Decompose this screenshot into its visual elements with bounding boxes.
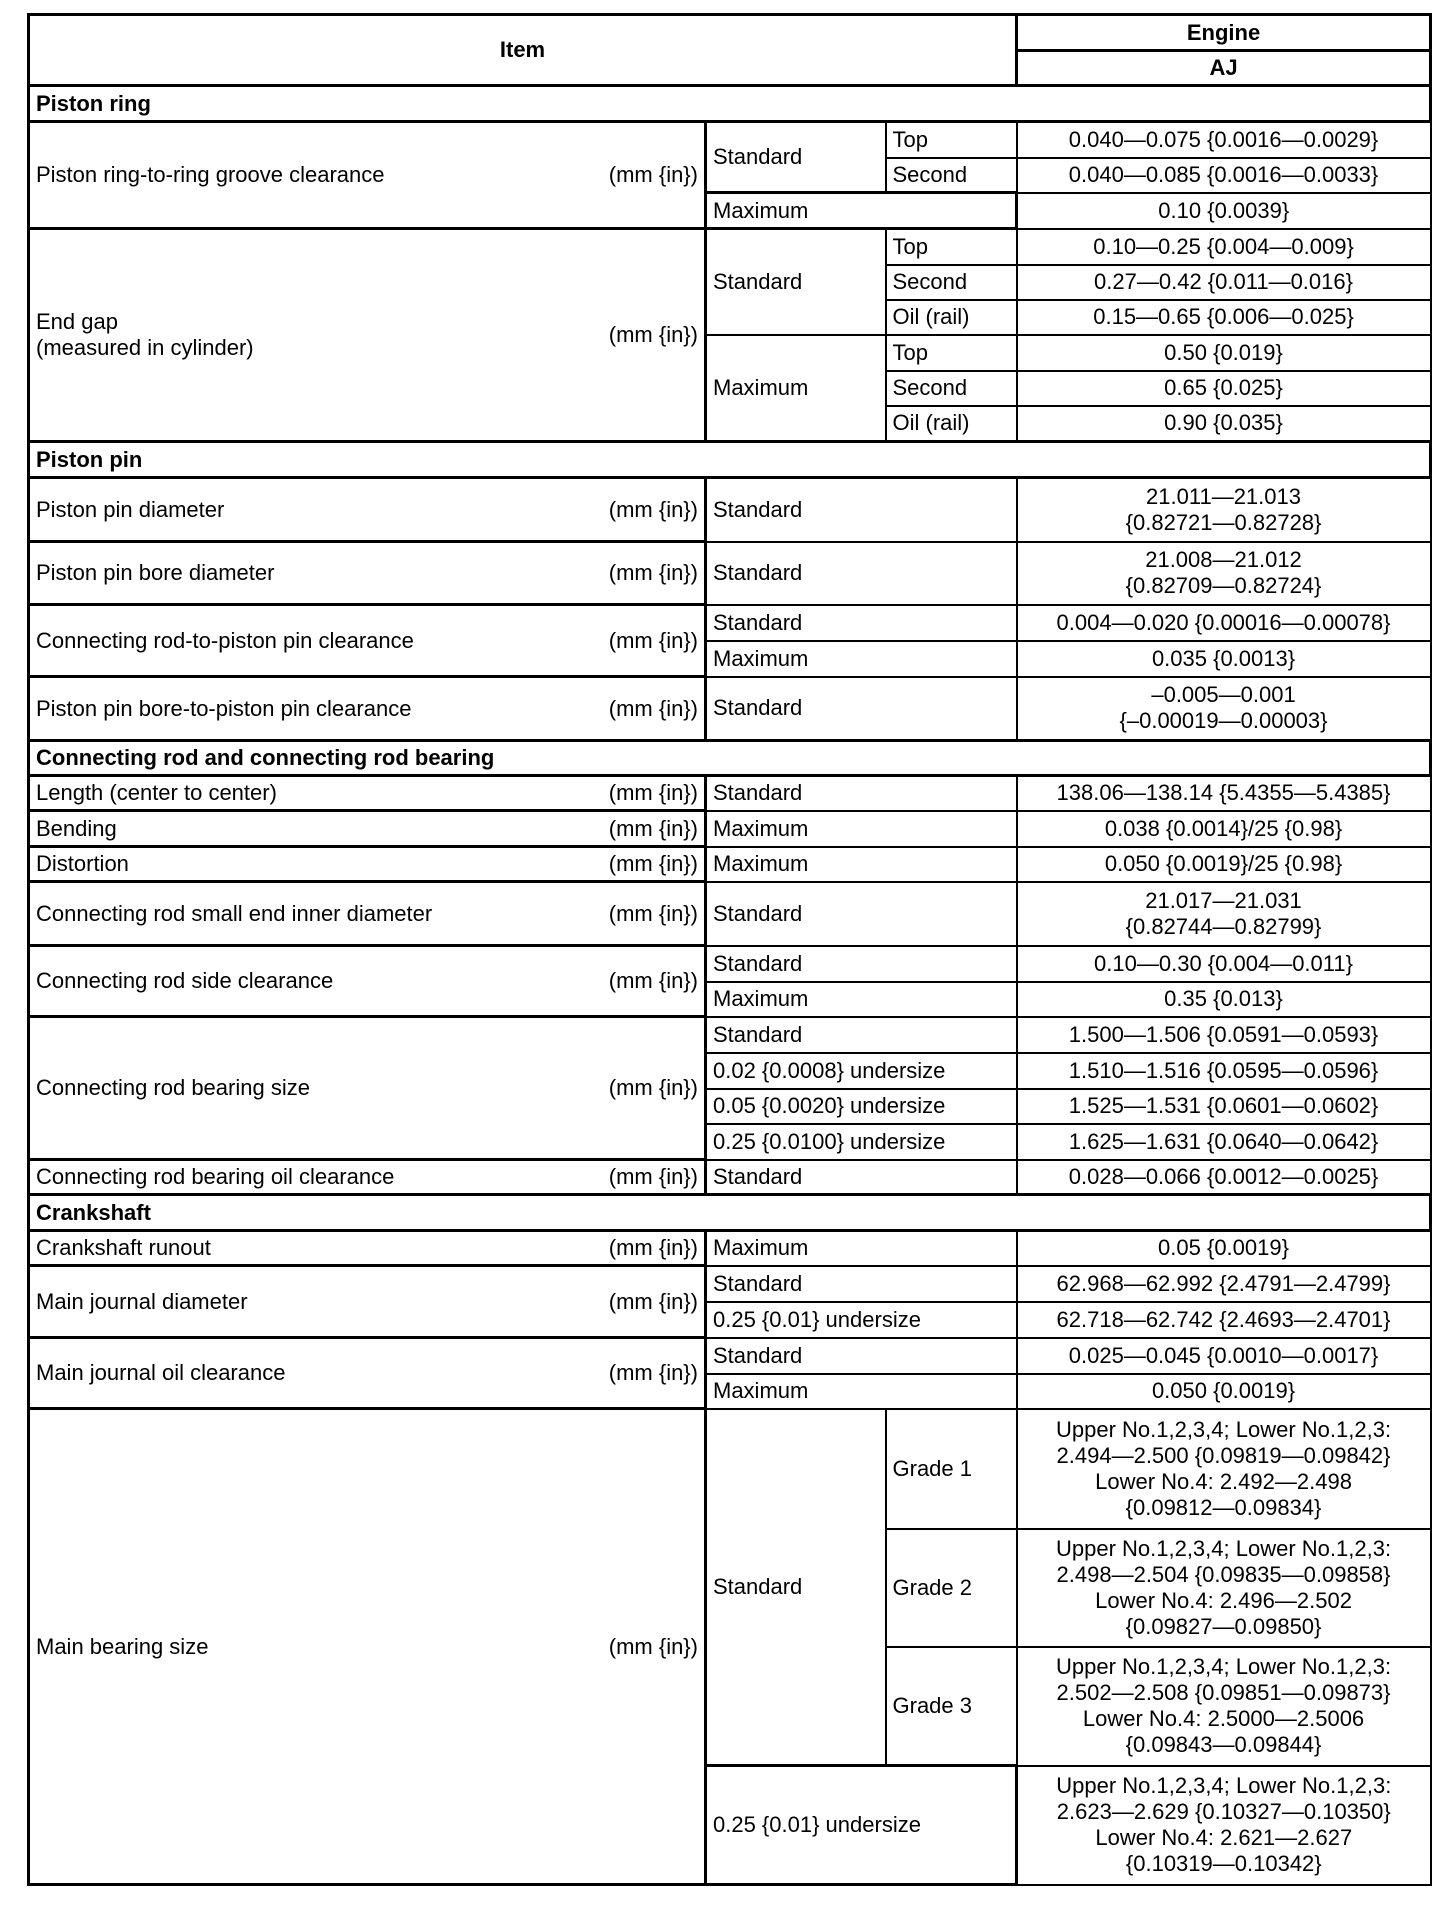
value-cell: 0.040—0.075 {0.0016—0.0029} [1017, 122, 1431, 158]
value-cell: 0.038 {0.0014}/25 {0.98} [1017, 811, 1431, 847]
grade-label: Grade 2 [886, 1529, 1017, 1647]
item-name: Connecting rod-to-piston pin clearance [36, 627, 414, 653]
value-cell: 0.035 {0.0013} [1017, 641, 1431, 677]
item-pin-diameter [29, 478, 706, 542]
spec-label: Standard [706, 122, 886, 193]
spec-label: Maximum [706, 641, 1017, 677]
value-line: Lower No.4: 2.496—2.502 [1095, 1587, 1352, 1613]
spec-label: Standard [706, 1017, 1017, 1053]
spec-label: 0.25 {0.0100} undersize [706, 1124, 1017, 1160]
spec-label: 0.02 {0.0008} undersize [706, 1053, 1017, 1089]
value-line: {0.09843—0.09844} [1125, 1732, 1322, 1757]
item-name: Connecting rod bearing oil clearance [36, 1164, 395, 1189]
value-line: {0.82744—0.82799} [1125, 913, 1322, 939]
value-cell [1017, 677, 1431, 741]
spec-label: Standard [706, 882, 1017, 946]
value-cell [1017, 1766, 1431, 1885]
value-line: {0.09827—0.09850} [1125, 1613, 1322, 1639]
item-column-header: Item [29, 15, 1017, 86]
value-cell: 0.65 {0.025} [1017, 371, 1431, 406]
engine-column-header: Engine [1017, 15, 1431, 51]
item-name: Bending [36, 815, 117, 841]
value-line: –0.005—0.001 [1151, 682, 1296, 708]
value-cell [1017, 1409, 1431, 1529]
unit-label: (mm {in}) [608, 162, 698, 187]
unit-label: (mm {in}) [608, 1288, 698, 1314]
value-line: Upper No.1,2,3,4; Lower No.1,2,3: [1055, 1535, 1392, 1561]
value-cell: 0.90 {0.035} [1017, 406, 1431, 442]
item-name: Connecting rod small end inner diameter [36, 900, 433, 926]
spec-label: Standard [706, 1338, 1017, 1374]
value-cell [1017, 542, 1431, 605]
item-name: Piston pin diameter [36, 496, 225, 522]
table-row [29, 122, 1431, 158]
spec-label: Standard [706, 229, 886, 335]
item-main-bearing-size [29, 1409, 706, 1885]
value-cell: 1.625—1.631 {0.0640—0.0642} [1017, 1124, 1431, 1160]
spec-label: Maximum [706, 1374, 1017, 1409]
spec-label: Standard [706, 478, 1017, 542]
value-cell: 0.35 {0.013} [1017, 982, 1431, 1017]
item-main-journal-oil-clearance [29, 1338, 706, 1409]
spec-label: Standard [706, 542, 1017, 605]
value-line: 2.494—2.500 {0.09819—0.09842} [1056, 1442, 1391, 1468]
spec-label: 0.25 {0.01} undersize [706, 1302, 1017, 1338]
value-line: Upper No.1,2,3,4; Lower No.1,2,3: [1056, 1773, 1392, 1798]
value-cell: 0.15—0.65 {0.006—0.025} [1017, 300, 1431, 335]
item-small-end-diameter [29, 882, 706, 946]
section-piston-pin: Piston pin [29, 442, 1431, 478]
value-line: {0.82721—0.82728} [1125, 509, 1322, 535]
sub-label: Top [886, 229, 1017, 265]
spec-label: Maximum [706, 1231, 1017, 1266]
item-rod-distortion [29, 847, 706, 882]
unit-label: (mm {in}) [608, 1075, 698, 1100]
item-name: Connecting rod bearing size [36, 1075, 310, 1100]
item-name: Main journal diameter [36, 1288, 248, 1314]
unit-label: (mm {in}) [608, 851, 698, 876]
value-cell [1017, 882, 1431, 946]
unit-label: (mm {in}) [608, 322, 698, 347]
value-cell: 1.500—1.506 {0.0591—0.0593} [1017, 1017, 1431, 1053]
spec-label: Standard [706, 1409, 886, 1766]
value-line: {0.82709—0.82724} [1125, 573, 1322, 598]
unit-label: (mm {in}) [608, 560, 698, 585]
item-rod-bending [29, 811, 706, 847]
value-cell: 0.10 {0.0039} [1017, 193, 1431, 229]
value-line: 2.623—2.629 {0.10327—0.10350} [1056, 1799, 1391, 1824]
item-name: Main journal oil clearance [36, 1360, 286, 1385]
spec-label: 0.25 {0.01} undersize [706, 1766, 1017, 1885]
spec-label: Maximum [706, 811, 1017, 847]
item-name: Piston pin bore diameter [36, 560, 275, 585]
item-rod-bearing-oil-clearance [29, 1160, 706, 1195]
unit-label: (mm {in}) [608, 627, 698, 653]
value-line: {0.09812—0.09834} [1125, 1494, 1322, 1520]
value-cell: 0.028—0.066 {0.0012—0.0025} [1017, 1160, 1431, 1195]
sub-label: Second [886, 158, 1017, 193]
item-name-note: (measured in cylinder) [36, 335, 254, 360]
unit-label: (mm {in}) [608, 1235, 698, 1260]
grade-label: Grade 1 [886, 1409, 1017, 1529]
value-cell: 62.718—62.742 {2.4693—2.4701} [1017, 1302, 1431, 1338]
value-cell: 1.525—1.531 {0.0601—0.0602} [1017, 1089, 1431, 1124]
section-connecting-rod: Connecting rod and connecting rod bearing [29, 741, 1431, 776]
unit-label: (mm {in}) [608, 496, 698, 522]
item-ring-groove-clearance [29, 122, 706, 229]
grade-label: Grade 3 [886, 1647, 1017, 1766]
sub-label: Top [886, 122, 1017, 158]
spec-label: Maximum [706, 335, 886, 442]
value-cell: 1.510—1.516 {0.0595—0.0596} [1017, 1053, 1431, 1089]
value-line: 21.017—21.031 [1145, 887, 1302, 913]
unit-label: (mm {in}) [608, 695, 698, 721]
unit-label: (mm {in}) [608, 815, 698, 841]
spec-label: Maximum [706, 847, 1017, 882]
service-data-table [27, 13, 1432, 1886]
spec-label: Standard [706, 1160, 1017, 1195]
item-name: Piston pin bore-to-piston pin clearance [36, 695, 412, 721]
item-bore-to-pin-clearance [29, 677, 706, 741]
value-line: Lower No.4: 2.492—2.498 [1095, 1468, 1352, 1494]
value-cell: 0.10—0.30 {0.004—0.011} [1017, 946, 1431, 982]
value-line: Lower No.4: 2.621—2.627 [1095, 1825, 1353, 1850]
value-cell [1017, 1647, 1431, 1766]
spec-label: Standard [706, 677, 1017, 741]
unit-label: (mm {in}) [608, 780, 698, 805]
section-crankshaft: Crankshaft [29, 1195, 1431, 1231]
item-side-clearance [29, 946, 706, 1017]
value-line: 21.008—21.012 [1145, 547, 1302, 572]
spec-label: Maximum [706, 193, 1017, 229]
sub-label: Second [886, 265, 1017, 300]
unit-label: (mm {in}) [608, 1633, 698, 1659]
item-main-journal-diameter [29, 1266, 706, 1338]
unit-label: (mm {in}) [608, 900, 698, 926]
item-name: End gap [36, 309, 118, 334]
value-line: {0.10319—0.10342} [1125, 1851, 1322, 1876]
item-name: Main bearing size [36, 1633, 209, 1659]
item-rod-length [29, 776, 706, 811]
value-cell: 0.050 {0.0019} [1017, 1374, 1431, 1409]
value-line: Upper No.1,2,3,4; Lower No.1,2,3: [1055, 1654, 1392, 1679]
value-cell: 0.050 {0.0019}/25 {0.98} [1017, 847, 1431, 882]
item-crankshaft-runout [29, 1231, 706, 1266]
item-name: Distortion [36, 851, 129, 876]
section-piston-ring: Piston ring [29, 86, 1431, 122]
value-line: {–0.00019—0.00003} [1119, 708, 1328, 734]
value-line: Lower No.4: 2.5000—2.5006 [1082, 1706, 1365, 1731]
sub-label: Second [886, 371, 1017, 406]
value-cell: 0.50 {0.019} [1017, 335, 1431, 371]
sub-label: Oil (rail) [886, 300, 1017, 335]
value-line: 2.502—2.508 {0.09851—0.09873} [1056, 1680, 1391, 1705]
spec-label: Standard [706, 946, 1017, 982]
spec-label: Standard [706, 776, 1017, 811]
item-rod-to-pin-clearance [29, 605, 706, 677]
value-line: Upper No.1,2,3,4; Lower No.1,2,3: [1055, 1416, 1392, 1442]
item-name: Connecting rod side clearance [36, 968, 334, 993]
item-rod-bearing-size [29, 1017, 706, 1160]
value-cell: 0.05 {0.0019} [1017, 1231, 1431, 1266]
unit-label: (mm {in}) [608, 1164, 698, 1189]
item-name: Crankshaft runout [36, 1235, 211, 1260]
item-name: Length (center to center) [36, 780, 277, 805]
value-cell: 0.025—0.045 {0.0010—0.0017} [1017, 1338, 1431, 1374]
engine-code-header: AJ [1017, 51, 1431, 86]
value-cell: 138.06—138.14 {5.4355—5.4385} [1017, 776, 1431, 811]
spec-label: 0.05 {0.0020} undersize [706, 1089, 1017, 1124]
value-line: 2.498—2.504 {0.09835—0.09858} [1056, 1561, 1391, 1587]
sub-label: Oil (rail) [886, 406, 1017, 442]
item-end-gap [29, 229, 706, 442]
value-cell [1017, 478, 1431, 542]
spec-label: Standard [706, 1266, 1017, 1302]
value-cell: 0.040—0.085 {0.0016—0.0033} [1017, 158, 1431, 193]
spec-label: Standard [706, 605, 1017, 641]
sub-label: Top [886, 335, 1017, 371]
value-cell [1017, 1529, 1431, 1647]
value-cell: 0.27—0.42 {0.011—0.016} [1017, 265, 1431, 300]
unit-label: (mm {in}) [608, 968, 698, 993]
item-pin-bore-diameter [29, 542, 706, 605]
item-name: Piston ring-to-ring groove clearance [36, 162, 385, 187]
value-cell: 0.10—0.25 {0.004—0.009} [1017, 229, 1431, 265]
value-cell: 0.004—0.020 {0.00016—0.00078} [1017, 605, 1431, 641]
value-cell: 62.968—62.992 {2.4791—2.4799} [1017, 1266, 1431, 1302]
spec-label: Maximum [706, 982, 1017, 1017]
unit-label: (mm {in}) [608, 1360, 698, 1385]
value-line: 21.011—21.013 [1146, 483, 1301, 509]
